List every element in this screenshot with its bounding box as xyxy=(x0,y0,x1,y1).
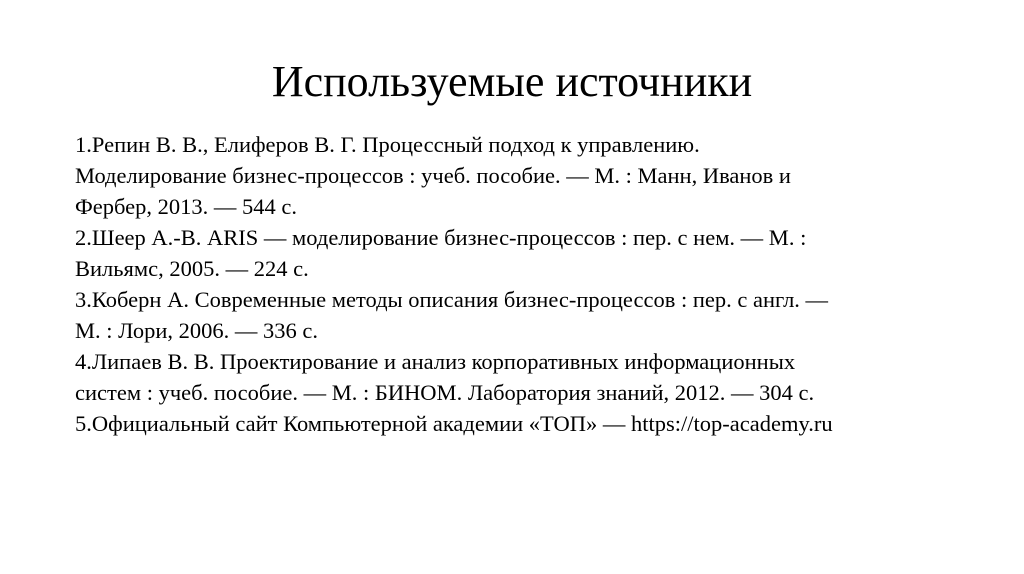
source-line: 4.Липаев В. В. Проектирование и анализ корпоративных информационных xyxy=(75,349,796,374)
source-item-2 xyxy=(75,222,975,284)
source-line: 2.Шеер А.-В. ARIS — моделирование бизнес-процессов : пер. с нем. — М. : xyxy=(75,225,807,250)
source-line: 5.Официальный сайт Компьютерной академии «ТОП» — https://top-academy.ru xyxy=(75,411,833,436)
source-line: Моделирование бизнес-процессов : учеб. пособие. — М. : Манн, Иванов и xyxy=(75,163,791,188)
source-item-5 xyxy=(75,408,975,439)
sources-list xyxy=(75,129,975,439)
slide-title: Используемые источники xyxy=(271,57,753,106)
source-line: Вильямс, 2005. — 224 с. xyxy=(75,256,309,281)
source-line: 3.Коберн А. Современные методы описания бизнес-процессов : пер. с англ. — xyxy=(75,287,829,312)
source-item-3 xyxy=(75,284,975,346)
source-line: Фербер, 2013. — 544 с. xyxy=(75,194,298,219)
source-line: систем : учеб. пособие. — М. : БИНОМ. Лаборатория знаний, 2012. — 304 с. xyxy=(75,380,815,405)
source-line: М. : Лори, 2006. — 336 с. xyxy=(75,318,318,343)
source-item-1 xyxy=(75,129,975,222)
source-line: 1.Репин В. В., Елиферов В. Г. Процессный подход к управлению. xyxy=(75,132,700,157)
source-item-4 xyxy=(75,346,975,408)
